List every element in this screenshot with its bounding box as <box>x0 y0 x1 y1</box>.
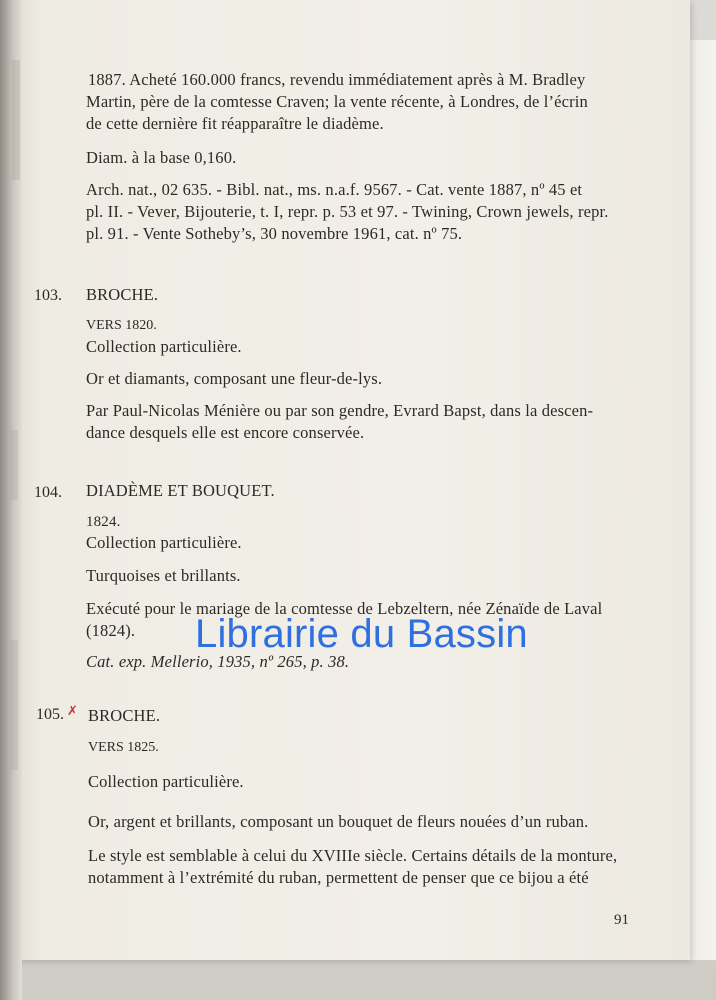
entry-date: VERS 1820. <box>86 318 157 333</box>
previous-page-edge <box>10 640 18 770</box>
intro-line: Martin, père de la comtesse Craven; la vente récente, à Londres, de l’écrin <box>86 92 588 111</box>
entry-reference: Cat. exp. Mellerio, 1935, nº 265, p. 38. <box>86 652 350 671</box>
page-number: 91 <box>614 912 629 928</box>
intro-line: de cette dernière fit réapparaître le diadème. <box>86 114 384 133</box>
entry-description: Or, argent et brillants, composant un bouquet de fleurs nouées d’un ruban. <box>88 812 589 831</box>
reference-line: pl. II. - Vever, Bijouterie, t. I, repr. p. 53 et 97. - Twining, Crown jewels, repr. <box>86 202 609 221</box>
reference-line: Arch. nat., 02 635. - Bibl. nat., ms. n.a.f. 9567. - Cat. vente 1887, nº 45 et <box>86 180 583 199</box>
entry-note-line: dance desquels elle est encore conservée. <box>86 423 365 442</box>
entry-collection: Collection particulière. <box>86 337 242 356</box>
entry-number: 104. <box>34 484 62 501</box>
entry-description: Or et diamants, composant une fleur-de-lys. <box>86 369 383 388</box>
red-cross-mark: ✗ <box>67 704 78 719</box>
entry-collection: Collection particulière. <box>86 533 242 552</box>
entry-note-line: (1824). <box>86 621 136 640</box>
entry-title: BROCHE. <box>86 285 159 304</box>
watermark-text: Librairie du Bassin <box>195 612 528 656</box>
previous-page-edge <box>10 430 18 500</box>
entry-date: VERS 1825. <box>88 740 159 755</box>
entry-description: Turquoises et brillants. <box>86 566 241 585</box>
entry-note-line: Le style est semblable à celui du XVIIIe siècle. Certains détails de la monture, <box>88 846 618 865</box>
reference-line: pl. 91. - Vente Sotheby’s, 30 novembre 1961, cat. nº 75. <box>86 224 463 243</box>
entry-number: 103. <box>34 287 62 304</box>
entry-note-line: Par Paul-Nicolas Ménière ou par son gendre, Evrard Bapst, dans la descen- <box>86 401 594 420</box>
entry-title: BROCHE. <box>88 706 161 725</box>
entry-title: DIADÈME ET BOUQUET. <box>86 481 275 500</box>
intro-line: 1887. Acheté 160.000 francs, revendu immédiatement après à M. Bradley <box>88 70 586 89</box>
diameter-text: Diam. à la base 0,160. <box>86 148 237 167</box>
entry-date: 1824. <box>86 514 121 530</box>
entry-note-line: notamment à l’extrémité du ruban, permettent de penser que ce bijou a été <box>88 868 589 887</box>
entry-number: 105. <box>36 706 64 723</box>
previous-page-edge <box>12 60 20 180</box>
entry-collection: Collection particulière. <box>88 772 244 791</box>
entry-note-line: Exécuté pour le mariage de la comtesse de Lebzeltern, née Zénaïde de Laval <box>86 599 603 618</box>
